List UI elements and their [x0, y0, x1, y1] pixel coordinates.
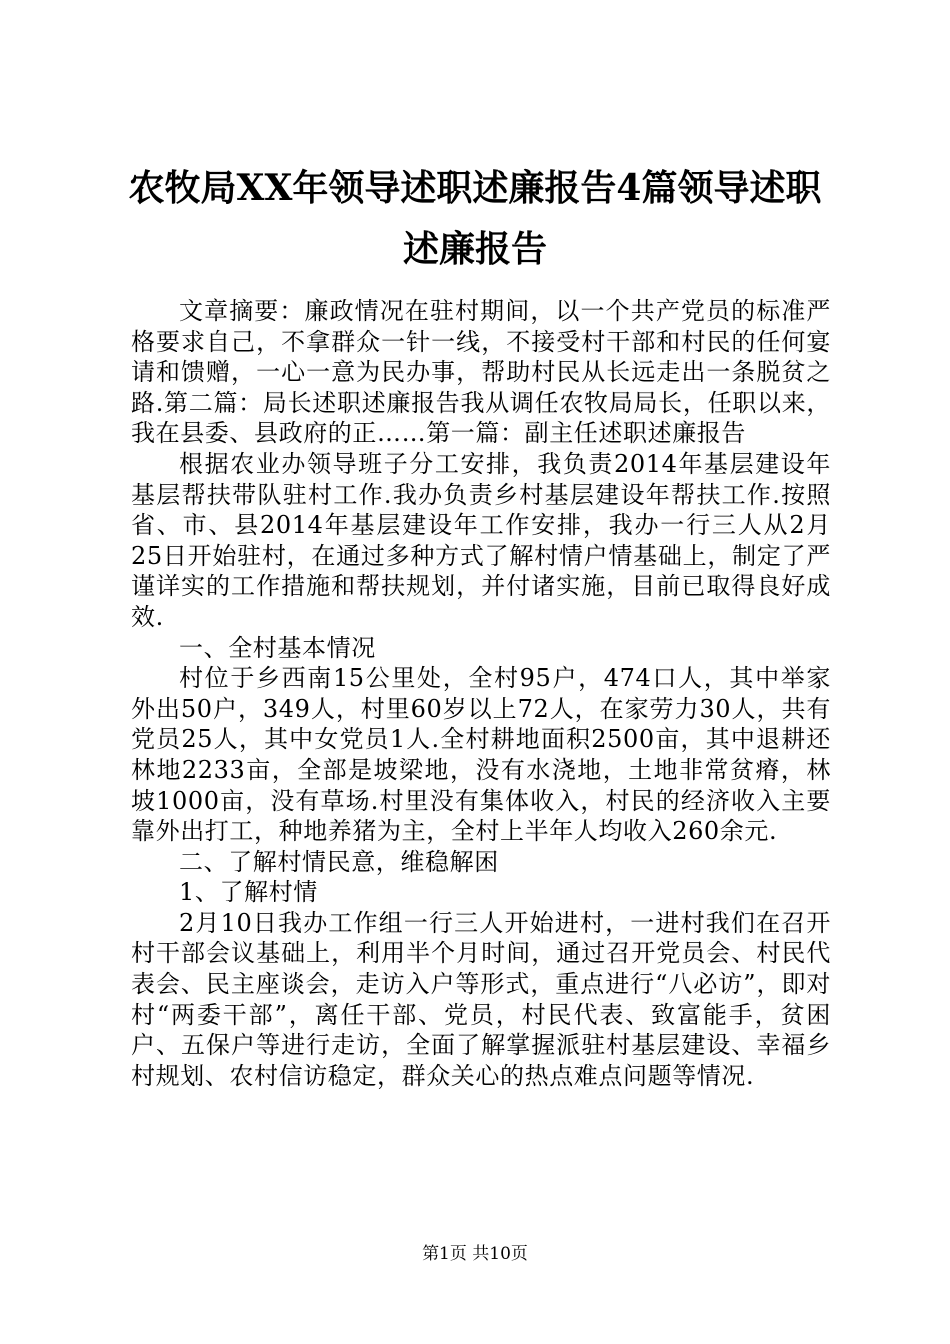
- document-body: [131, 296, 831, 1091]
- paragraph-abstract: 文章摘要：廉政情况在驻村期间，以一个共产党员的标准严格要求自己，不拿群众一针一线，不接受村干部和村民的任何宴请和馈赠，一心一意为民办事，帮助村民从长远走出一条脱贫之路.第二篇：局长述职述廉报告我从调任农牧局局长，任职以来，我在县委、县政府的正……第一篇：副主任述职述廉报告: [131, 297, 831, 448]
- subsection-heading-1: 1、了解村情: [179, 878, 318, 907]
- paragraph-intro: 根据农业办领导班子分工安排，我负责2014年基层建设年基层帮扶带队驻村工作.我办负责乡村基层建设年帮扶工作.按照省、市、县2014年基层建设年工作安排，我办一行三人从2月25日开始驻村，在通过多种方式了解村情户情基础上，制定了严谨详实的工作措施和帮扶规划，并付诸实施，目前已取得良好成效.: [131, 449, 831, 631]
- paragraph-survey: 2月10日我办工作组一行三人开始进村，一进村我们在召开村干部会议基础上，利用半个月时间，通过召开党员会、村民代表会、民主座谈会，走访入户等形式，重点进行“八必访”，即对村“两委干部”，离任干部、党员，村民代表、致富能手，贫困户、五保户等进行走访，全面了解掌握派驻村基层建设、幸福乡村规划、农村信访稳定，群众关心的热点难点问题等情况.: [131, 908, 831, 1090]
- paragraph-village-info: 村位于乡西南15公里处，全村95户，474口人，其中举家外出50户，349人，村里60岁以上72人，在家劳力30人，共有党员25人，其中女党员1人.全村耕地面积2500亩，其中退耕还林地2233亩，全部是坡梁地，没有水浇地，土地非常贫瘠，林坡1000亩，没有草场.村里没有集体收入，村民的经济收入主要靠外出打工，种地养猪为主，全村上半年人均收入260余元.: [131, 664, 831, 846]
- document-title: 农牧局XX年领导述职述廉报告4篇领导述职述廉报告: [128, 167, 822, 270]
- section-heading-2: 二、了解村情民意，维稳解困: [179, 847, 499, 876]
- section-heading-1: 一、全村基本情况: [179, 633, 376, 662]
- page-footer: 第1页 共10页: [422, 1244, 528, 1264]
